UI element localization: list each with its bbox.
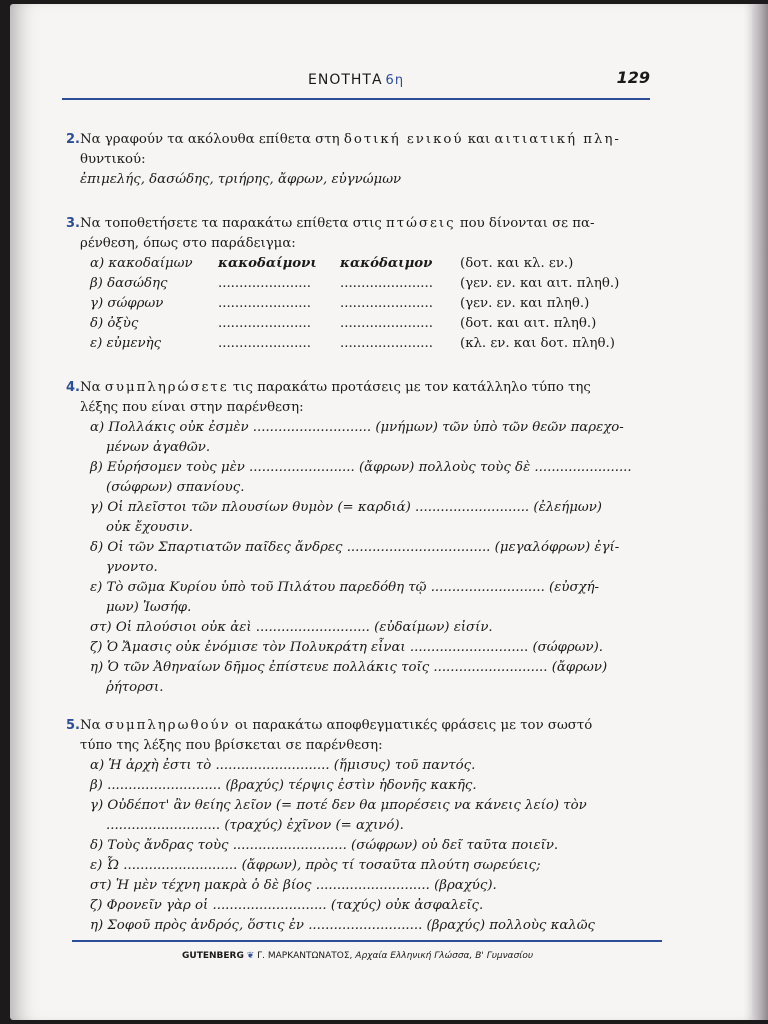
list-item: [90, 776, 666, 796]
item-line: δ) Οἱ τῶν Σπαρτιατῶν παῖδες ἄνδρες .................................. (μεγαλόφρων) ἐγί-: [90, 540, 620, 555]
answer-blank: ......................: [218, 296, 311, 311]
list-item: [90, 916, 666, 936]
item-continuation: μων) Ἰωσήφ.: [106, 600, 192, 615]
adjective: β) δασώδης: [90, 276, 168, 291]
exercise-5: 5. Να συμπληρωθούν οι παρακάτω αποφθεγματικές φράσεις με τον σωστό τύπο της λέξης που βρίσκεται σε παρένθεση: α) Ἡ ἀρχὴ ἐστι τὸ ........................... (ἥμισυς) τοῦ παντός. β) ........................... (βραχύς) τέρψις ἐστὶν ἡδονῆς κακῆς. γ) Οὐδέποτ' ἂν θείης λεῖον (= ποτέ δεν θα μπορέσεις να κάνεις λείο) τὸν ........................... (τραχύς) ἐχῖνον (= αχινό). δ) Τοὺς ἄνδρας τοὺς ........................... (σώφρων) οὐ δεῖ ταῦτα ποιεῖν. ε) Ὦ ........................... (ἄφρων), πρὸς τί τοσαῦτα πλούτη σωρεύεις; στ) Ἡ μὲν τέχνη μακρὰ ὁ δὲ βίος ........................... (βραχύς). ζ) Φρονεῖν γὰρ οἱ ........................... (ταχύς) οὐκ ἀσφαλεῖς. η) Σοφοῦ πρὸς ἀνδρός, ὅστις ἐν ........................... (βραχύς) πολλοὺς καλῶς: [66, 716, 666, 936]
item-continuation: ........................... (τραχύς) ἐχῖνον (= αχινό).: [106, 818, 404, 833]
table-row: [90, 334, 666, 354]
section-number: 6η: [385, 73, 405, 88]
answer-blank: κακοδαίμονι: [218, 256, 317, 271]
item-line: β) ........................... (βραχύς) τέρψις ἐστὶν ἡδονῆς κακῆς.: [90, 778, 477, 793]
list-item: [90, 458, 666, 498]
list-item: [90, 498, 666, 538]
item-line: ε) Τὸ σῶμα Κυρίου ὑπὸ τοῦ Πιλάτου παρεδόθη τῷ ........................... (εὐσχή-: [90, 580, 600, 595]
item-continuation: μένων ἀγαθῶν.: [106, 440, 211, 455]
exercise-3: 3. Να τοποθετήσετε τα παρακάτω επίθετα στις πτώσεις που δίνονται σε πα- ρένθεση, όπως στο παράδειγμα: α) κακοδαίμων κακοδαίμονι κακόδαιμον (δοτ. και κλ. εν.) β) δασώδης ...................... ...................... (γεν. εν. και αιτ. πληθ.) γ) σώφρων ...................... ...................... (γεν. εν. και πληθ.) δ) ὀξὺς ...................... ...................... (δοτ. και αιτ. πληθ.) ε) εὐμενὴς ...................... ...................... (κλ. εν. και δοτ. πληθ.): [66, 214, 666, 354]
answer-blank: κακόδαιμον: [340, 256, 433, 271]
case-label: (γεν. εν. και αιτ. πληθ.): [460, 276, 620, 291]
page-edge: [752, 4, 768, 1020]
exercise-4: 4. Να συμπληρώσετε τις παρακάτω προτάσεις με τον κατάλληλο τύπο της λέξης που είναι στην παρένθεση: α) Πολλάκις οὐκ ἐσμὲν ............................ (μνήμων) τῶν ὑπὸ τῶν θεῶν παρεχο- μένων ἀγαθῶν. β) Εὑρήσομεν τοὺς μὲν ......................... (ἄφρων) πολλοὺς τοὺς δὲ ....................... (σώφρων) σπανίους. γ) Οἱ πλεῖστοι τῶν πλουσίων θυμὸν (= καρδιά) ........................... (ἐλεήμων) οὐκ ἔχουσιν. δ) Οἱ τῶν Σπαρτιατῶν παῖδες ἄνδρες .................................. (μεγαλόφρων) ἐγί- γνοντο. ε) Τὸ σῶμα Κυρίου ὑπὸ τοῦ Πιλάτου παρεδόθη τῷ ........................... (εὐσχή- μων) Ἰωσήφ. στ) Οἱ πλούσιοι οὐκ ἀεὶ ........................... (εὐδαίμων) εἰσίν. ζ) Ὁ Ἄμασις οὐκ ἐνόμισε τὸν Πολυκράτη εἶναι ............................ (σώφρων). η) Ὁ τῶν Ἀθηναίων δῆμος ἐπίστευε πολλάκις τοῖς ........................... (ἄφρων) ῥήτορσι.: [66, 378, 666, 698]
item-continuation: γνοντο.: [106, 560, 158, 575]
list-item: [90, 638, 666, 658]
item-line: β) Εὑρήσομεν τοὺς μὲν ......................... (ἄφρων) πολλοὺς τοὺς δὲ .......................: [90, 460, 632, 475]
list-item: [90, 578, 666, 618]
list-item: [90, 418, 666, 458]
item-line: γ) Οὐδέποτ' ἂν θείης λεῖον (= ποτέ δεν θα μπορέσεις να κάνεις λείο) τὸν: [90, 798, 587, 813]
item-line: ε) Ὦ ........................... (ἄφρων), πρὸς τί τοσαῦτα πλούτη σωρεύεις;: [90, 858, 541, 873]
footer-credit: GUTENBERG ❦ Γ. ΜΑΡΚΑΝΤΩΝΑΤΟΣ, Αρχαία Ελληνική Γλώσσα, Β' Γυμνασίου: [182, 951, 534, 961]
item-line: η) Ὁ τῶν Ἀθηναίων δῆμος ἐπίστευε πολλάκις τοῖς ........................... (ἄφρων): [90, 660, 608, 675]
list-item: [90, 756, 666, 776]
list-item: [90, 658, 666, 698]
answer-blank: ......................: [340, 336, 433, 351]
adjective: δ) ὀξὺς: [90, 316, 139, 331]
sentence-list: [90, 418, 666, 698]
item-continuation: (σώφρων) σπανίους.: [106, 480, 245, 495]
declension-table: [90, 254, 666, 354]
exercise-words: ἐπιμελής, δασώδης, τριήρης, ἄφρων, εὐγνώμων: [80, 172, 402, 187]
list-item: [90, 538, 666, 578]
exercise-number: 2.: [66, 132, 80, 147]
table-row: [90, 314, 666, 334]
list-item: [90, 618, 666, 638]
page-footer: [72, 940, 662, 968]
list-item: [90, 856, 666, 876]
section-title: ΕΝΟΤΗΤΑ 6η: [308, 72, 405, 88]
answer-blank: ......................: [218, 276, 311, 291]
answer-blank: ......................: [218, 316, 311, 331]
adjective: ε) εὐμενὴς: [90, 336, 162, 351]
item-line: α) Ἡ ἀρχὴ ἐστι τὸ ........................... (ἥμισυς) τοῦ παντός.: [90, 758, 476, 773]
case-label: (κλ. εν. και δοτ. πληθ.): [460, 336, 615, 351]
book-page: [10, 4, 752, 1020]
answer-blank: ......................: [218, 336, 311, 351]
item-line: γ) Οἱ πλεῖστοι τῶν πλουσίων θυμὸν (= καρδιά) ........................... (ἐλεήμων): [90, 500, 602, 515]
adjective: α) κακοδαίμων: [90, 256, 193, 271]
page-header: [62, 68, 650, 100]
answer-blank: ......................: [340, 296, 433, 311]
case-label: (δοτ. και αιτ. πληθ.): [460, 316, 597, 331]
table-row: [90, 294, 666, 314]
page-number: 129: [616, 68, 650, 87]
item-line: δ) Τοὺς ἄνδρας τοὺς ........................... (σώφρων) οὐ δεῖ ταῦτα ποιεῖν.: [90, 838, 559, 853]
table-row: [90, 274, 666, 294]
list-item: [90, 836, 666, 856]
answer-blank: ......................: [340, 276, 433, 291]
answer-blank: ......................: [340, 316, 433, 331]
exercise-number: 5.: [66, 718, 80, 733]
exercise-2: 2. Να γραφούν τα ακόλουθα επίθετα στη δοτική ενικού και αιτιατική πλη- θυντικού: ἐπιμελής, δασώδης, τριήρης, ἄφρων, εὐγνώμων: [66, 132, 621, 187]
item-line: στ) Οἱ πλούσιοι οὐκ ἀεὶ ........................... (εὐδαίμων) εἰσίν.: [90, 620, 493, 635]
list-item: [90, 876, 666, 896]
table-row: [90, 254, 666, 274]
adjective: γ) σώφρων: [90, 296, 164, 311]
ornament-icon: ❦: [246, 951, 255, 961]
case-label: (δοτ. και κλ. εν.): [460, 256, 574, 271]
item-line: ζ) Ὁ Ἄμασις οὐκ ἐνόμισε τὸν Πολυκράτη εἶναι ............................ (σώφρων).: [90, 640, 604, 655]
item-line: ζ) Φρονεῖν γὰρ οἱ ........................... (ταχύς) οὐκ ἀσφαλεῖς.: [90, 898, 484, 913]
item-line: α) Πολλάκις οὐκ ἐσμὲν ............................ (μνήμων) τῶν ὑπὸ τῶν θεῶν παρεχο-: [90, 420, 624, 435]
case-label: (γεν. εν. και πληθ.): [460, 296, 590, 311]
exercise-number: 3.: [66, 216, 80, 231]
phrase-list: [90, 756, 666, 936]
item-line: στ) Ἡ μὲν τέχνη μακρὰ ὁ δὲ βίος ........................... (βραχύς).: [90, 878, 497, 893]
item-continuation: οὐκ ἔχουσιν.: [106, 520, 193, 535]
exercise-number: 4.: [66, 380, 80, 395]
list-item: [90, 896, 666, 916]
list-item: [90, 796, 666, 836]
item-line: η) Σοφοῦ πρὸς ἀνδρός, ὅστις ἐν ........................... (βραχύς) πολλοὺς καλῶς: [90, 918, 596, 933]
item-continuation: ῥήτορσι.: [106, 680, 164, 695]
